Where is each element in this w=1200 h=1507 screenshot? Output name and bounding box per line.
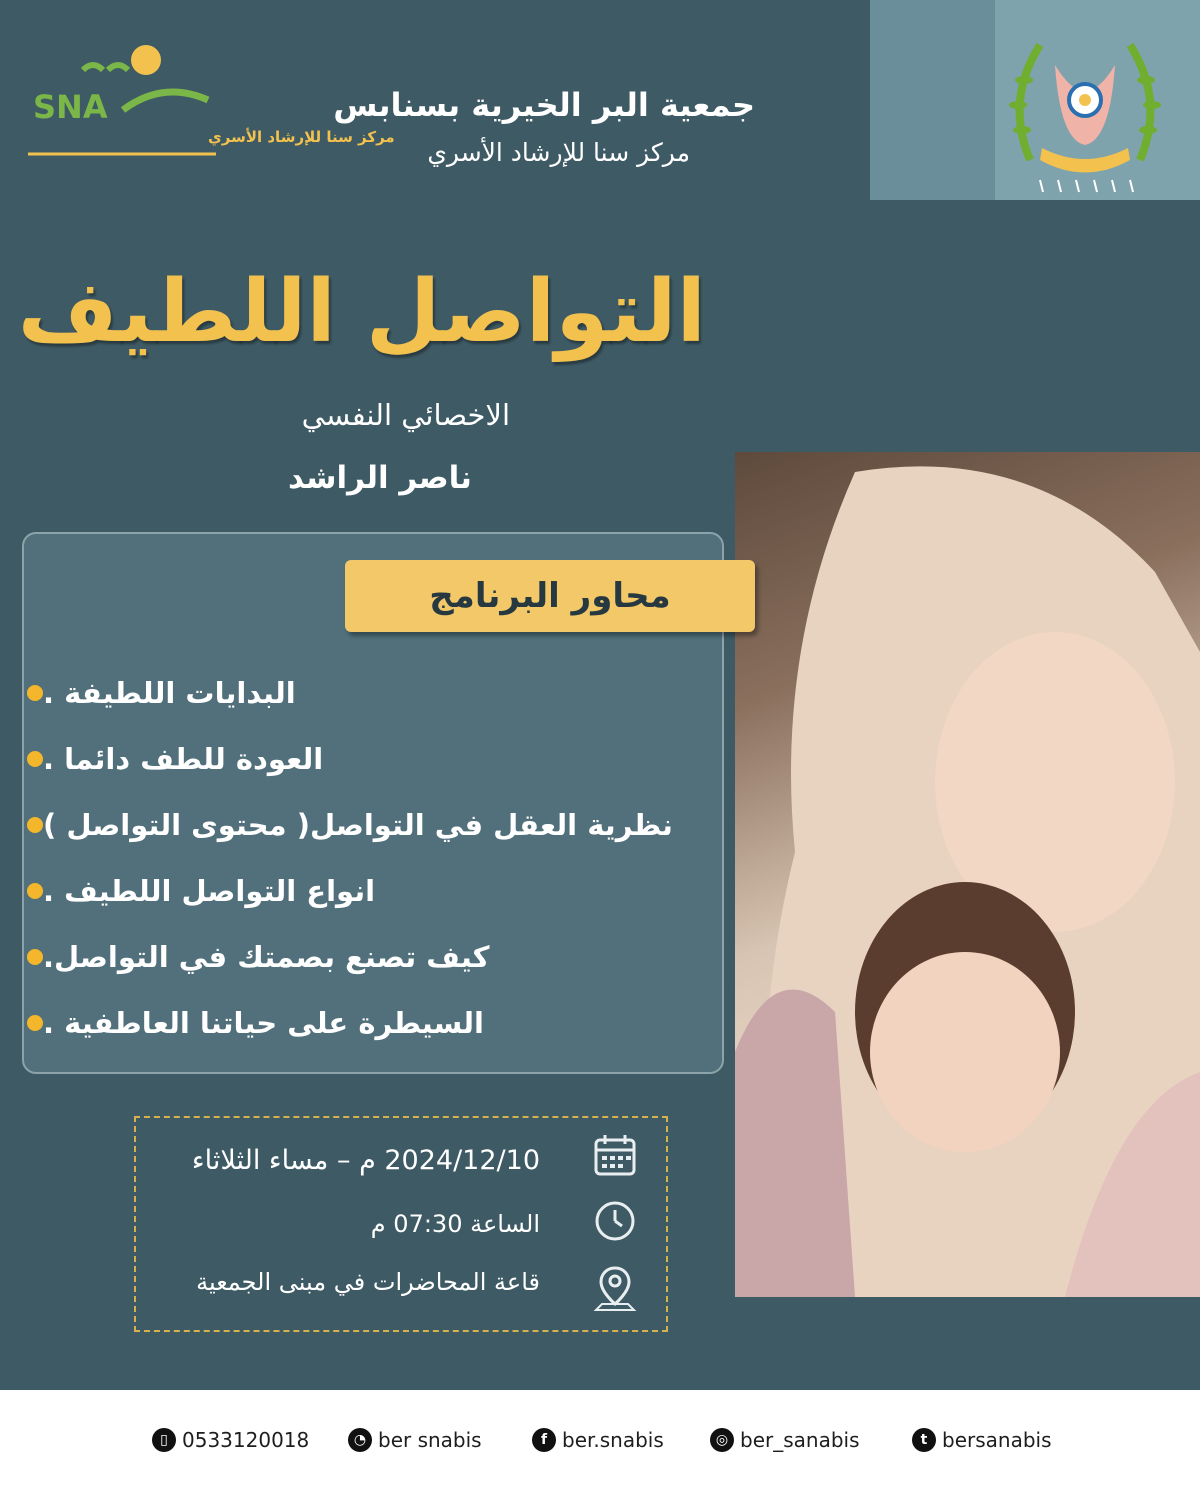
list-item bbox=[15, 990, 695, 1056]
list-item bbox=[15, 792, 695, 858]
instagram-handle: ber_sanabis bbox=[740, 1428, 860, 1452]
org-name: جمعية البر الخيرية بسنابس bbox=[333, 86, 755, 124]
program-label: محاور البرنامج bbox=[345, 560, 755, 632]
contact-instagram[interactable] bbox=[710, 1428, 860, 1452]
contact-twitter[interactable] bbox=[912, 1428, 1052, 1452]
phone-number: 0533120018 bbox=[182, 1428, 310, 1452]
contact-snapchat[interactable] bbox=[348, 1428, 482, 1452]
facebook-handle: ber.snabis bbox=[562, 1428, 664, 1452]
topic-text: نظرية العقل في التواصل( محتوى التواصل ) bbox=[43, 808, 673, 842]
topic-text: البدايات اللطيفة . bbox=[43, 676, 296, 710]
topic-text: العودة للطف دائما . bbox=[43, 742, 324, 776]
bullet-icon bbox=[27, 685, 43, 701]
bullet-icon bbox=[27, 949, 43, 965]
instagram-icon: ◎ bbox=[710, 1428, 734, 1452]
org-subtitle: مركز سنا للإرشاد الأسري bbox=[427, 138, 690, 167]
main-title: التواصل اللطيف bbox=[17, 262, 706, 362]
speaker-name: ناصر الراشد bbox=[288, 460, 472, 496]
contact-phone[interactable] bbox=[152, 1428, 309, 1452]
facebook-icon: f bbox=[532, 1428, 556, 1452]
topic-text: السيطرة على حياتنا العاطفية . bbox=[43, 1006, 484, 1040]
calendar-icon bbox=[590, 1130, 640, 1180]
topic-text: انواع التواصل اللطيف . bbox=[43, 874, 376, 908]
bullet-icon bbox=[27, 1015, 43, 1031]
event-date: 2024/12/10 م – مساء الثلاثاء bbox=[191, 1145, 540, 1176]
svg-text:SNA: SNA bbox=[33, 88, 108, 126]
clock-icon bbox=[590, 1196, 640, 1246]
contact-facebook[interactable] bbox=[532, 1428, 664, 1452]
topic-list bbox=[15, 660, 695, 1056]
mother-child-photo bbox=[735, 452, 1200, 1297]
bullet-icon bbox=[27, 817, 43, 833]
topic-text: كيف تصنع بصمتك في التواصل. bbox=[43, 940, 490, 974]
svg-text:مركز سنا للإرشاد الأسري: مركز سنا للإرشاد الأسري bbox=[208, 128, 395, 146]
bullet-icon bbox=[27, 883, 43, 899]
location-pin-icon bbox=[590, 1262, 640, 1312]
list-item bbox=[15, 726, 695, 792]
list-item bbox=[15, 924, 695, 990]
phone-icon: ▯ bbox=[152, 1428, 176, 1452]
event-time: الساعة 07:30 م bbox=[370, 1210, 540, 1238]
list-item bbox=[15, 858, 695, 924]
sna-logo bbox=[28, 40, 395, 165]
snapchat-handle: ber snabis bbox=[378, 1428, 482, 1452]
emblem-panel bbox=[870, 0, 1200, 200]
twitter-handle: bersanabis bbox=[942, 1428, 1052, 1452]
charity-emblem-icon bbox=[1000, 20, 1170, 195]
bullet-icon bbox=[27, 751, 43, 767]
list-item bbox=[15, 660, 695, 726]
speaker-role: الاخصائي النفسي bbox=[301, 398, 510, 432]
snapchat-icon: ◔ bbox=[348, 1428, 372, 1452]
twitter-icon: t bbox=[912, 1428, 936, 1452]
event-location: قاعة المحاضرات في مبنى الجمعية bbox=[196, 1268, 540, 1296]
